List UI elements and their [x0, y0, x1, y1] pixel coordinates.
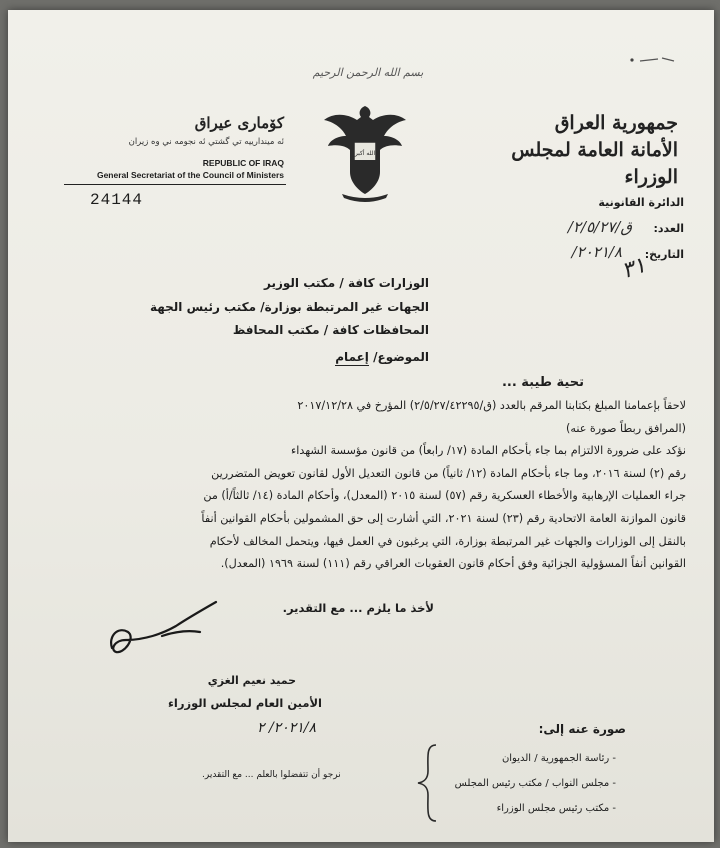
greeting: تحية طيبة ... — [501, 375, 584, 390]
emblem-text: الله أكبر — [354, 150, 376, 157]
cc-item: - رئاسة الجمهورية / الديوان — [501, 753, 616, 764]
body-line: بالنقل إلى الوزارات والجهات غير المرتبطة بوزارة، التي يرغبون في العمل فيها، ويتحمل المخالف لأحكام — [209, 534, 686, 548]
addressee-line: الجهات غير المرتبطة بوزارة/ مكتب رئيس الجهة — [149, 299, 429, 314]
kurdish-letterhead-subtitle: ئه ميندارييه تي گشتي ئه نجومه ني وه زيران — [128, 137, 284, 147]
cc-item: - مكتب رئيس مجلس الوزراء — [496, 803, 616, 814]
english-letterhead-office: General Secretariat of the Council of Ministers — [96, 170, 284, 180]
number-label: العدد: — [653, 222, 684, 235]
cc-item: - مجلس النواب / مكتب رئيس المجلس — [454, 778, 616, 789]
subject-label: الموضوع/ — [373, 350, 429, 364]
bismillah-header: بسم الله الرحمن الرحيم — [312, 66, 424, 79]
date-value: ٢٠٢١/٨/ — [571, 243, 622, 261]
body-line: (المرافق ربطاً صورة عنه) — [565, 421, 686, 435]
department-label: الدائرة القانونية — [598, 196, 684, 209]
subject-value: إعمام — [335, 350, 369, 364]
cc-note: نرجو أن تتفضلوا بالعلم ... مع التقدير. — [202, 770, 341, 780]
letter-body — [28, 395, 686, 576]
addressee-line: الوزارات كافة / مكتب الوزير — [264, 276, 429, 290]
signature-date: ٢٠٢١/٨/ ٢ — [256, 720, 316, 736]
date-label: التاريخ: — [644, 248, 684, 261]
body-line: قانون الموازنة العامة الاتحادية رقم (٢٣) لسنة ٢٠٢١، التي أشارت إلى حق المشمولين بأحكام القوانين أنفاً — [201, 511, 686, 525]
body-line: لاحقاً بإعمامنا المبلغ بكتابنا المرقم بالعدد (ق/٢/٥/٢٧/٤٢٢٩٥) المؤرخ في ٢٠١٧/١٢/٢٨ — [297, 399, 686, 412]
signature-scribble-icon — [104, 596, 224, 666]
cc-heading: صورة عنه إلى: — [538, 722, 626, 736]
handwritten-day: ٣١ — [619, 252, 650, 285]
document-number: 24144 — [90, 191, 144, 209]
arabic-letterhead-line: جمهورية العراق — [554, 112, 678, 134]
body-line: نؤكد على ضرورة الالتزام بما جاء بأحكام المادة (١٧/ رابعاً) من قانون مؤسسة الشهداء — [291, 444, 686, 458]
signatory-title: الأمين العام لمجلس الوزراء — [168, 696, 322, 710]
arabic-letterhead-line: الأمانة العامة لمجلس الوزراء — [511, 139, 678, 188]
kurdish-letterhead: كۆماری عیراق — [194, 114, 284, 132]
body-line: رقم (٢) لسنة ٢٠١٦، وما جاء بأحكام المادة (١٢/ ثانياً) من قانون التعديل الأول لقانون تعويض المتضررين — [211, 466, 686, 480]
iraq-eagle-emblem-icon — [320, 102, 410, 202]
addressee-block — [9, 272, 429, 343]
body-line: القوانين أنفاً المسؤولية الجزائية وفق أحكام قانون العقوبات العراقي رقم (١١١) لسنة ١٩٦٩ (المعدل). — [220, 557, 686, 571]
document-page — [8, 10, 714, 842]
signatory-name: حميد نعيم الغزي — [207, 674, 296, 687]
english-letterhead-country: REPUBLIC OF IRAQ — [202, 158, 284, 168]
letterhead-divider — [64, 184, 286, 185]
corner-pen-marks-icon — [628, 52, 678, 68]
subject-line — [335, 350, 429, 364]
addressee-line: المحافظات كافة / مكتب المحافظ — [232, 323, 429, 337]
arabic-letterhead — [458, 110, 678, 191]
body-line: جراء العمليات الإرهابية والأخطاء العسكرية رقم (٥٧) لسنة ٢٠١٥ (المعدل)، وأحكام المادة (١٤/ ثالثاً/أ) من — [203, 489, 686, 503]
number-value: ق/٢/٥/٢٧/ — [567, 218, 632, 236]
closing-line: لأخذ ما يلزم ... مع التقدير. — [282, 601, 434, 615]
curly-brace-icon — [414, 743, 440, 823]
